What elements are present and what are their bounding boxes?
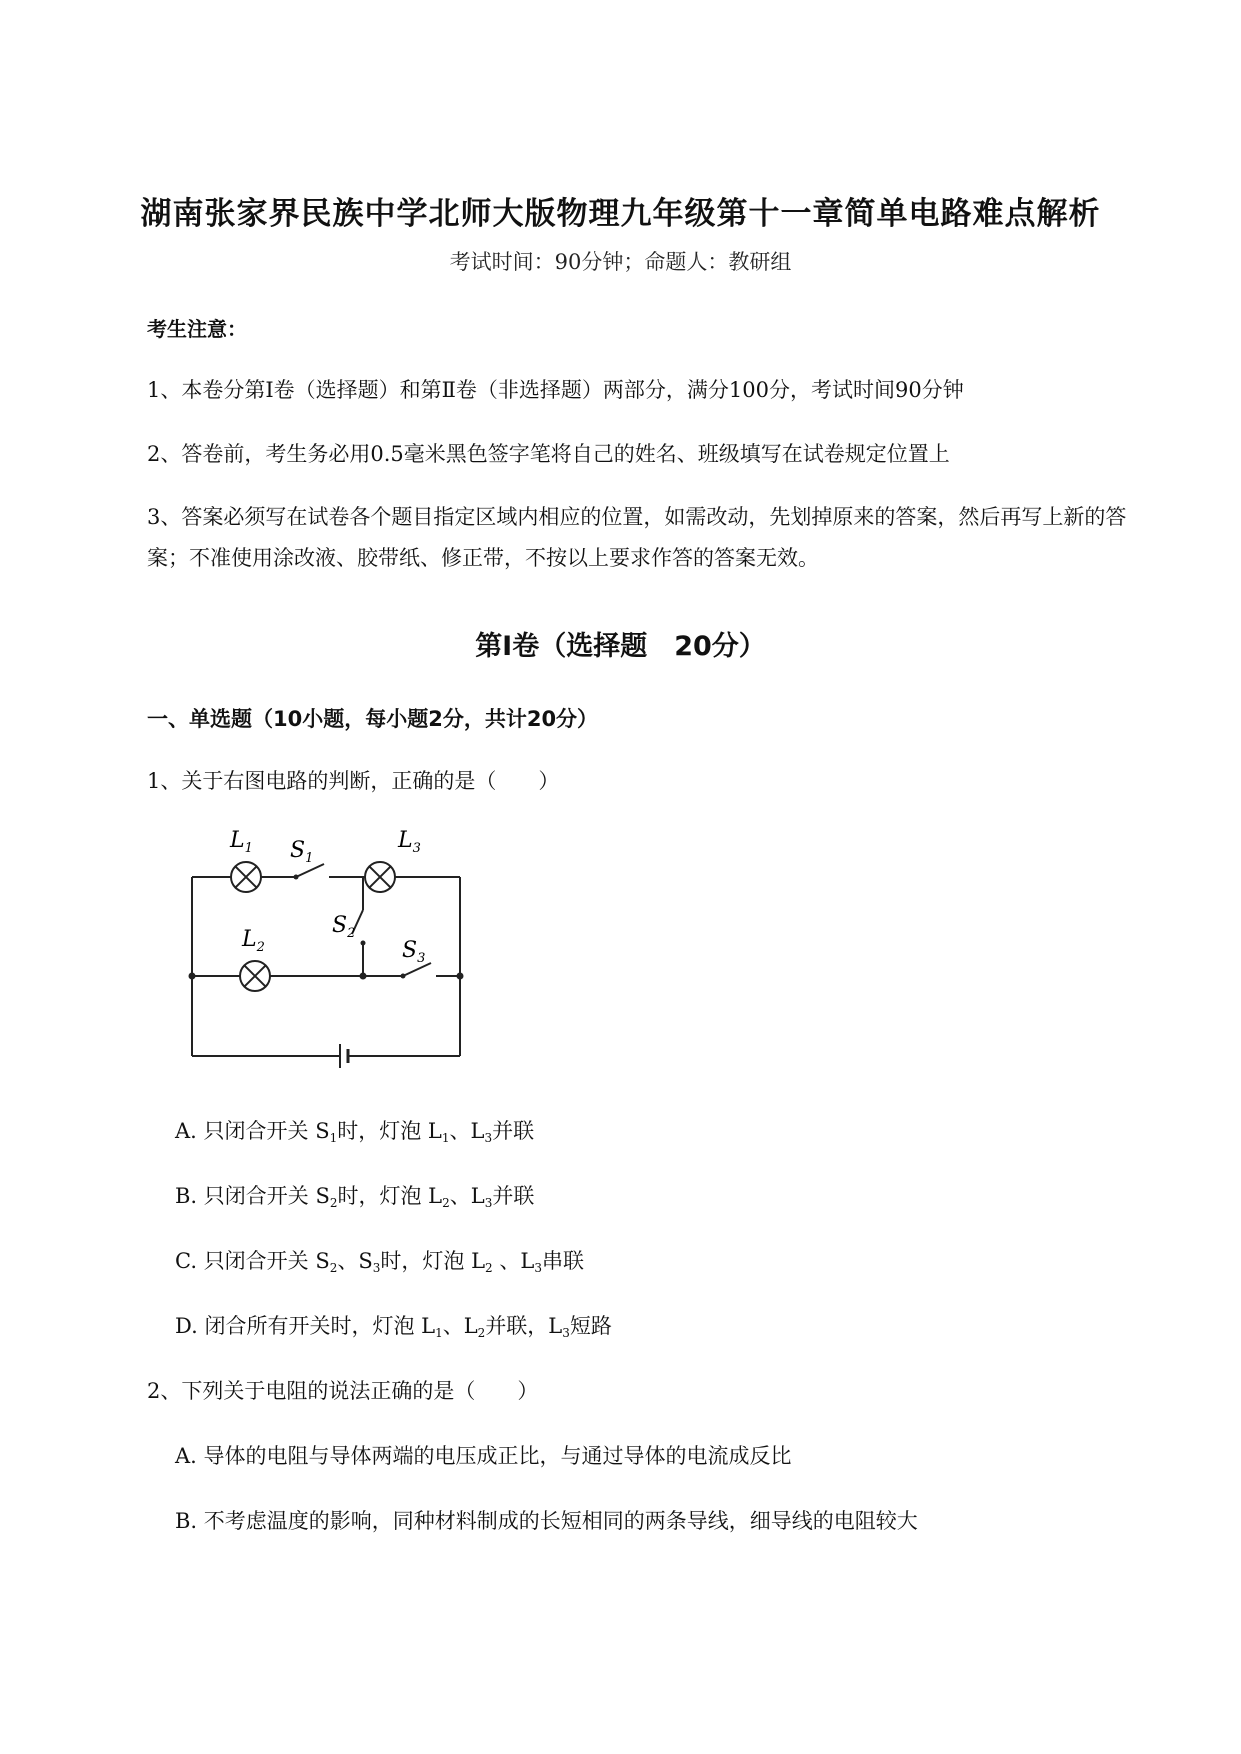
notice-item-1: 1、本卷分第I卷（选择题）和第Ⅱ卷（非选择题）两部分，满分100分，考试时间90分钟 [147, 378, 964, 402]
notice-item-2: 2、答卷前，考生务必用0.5毫米黑色签字笔将自己的姓名、班级填写在试卷规定位置上 [147, 442, 950, 466]
question-2-stem: 2、下列关于电阻的说法正确的是（ ） [147, 1379, 539, 1403]
option-text: 只闭合开关 S [203, 1249, 330, 1273]
section-heading: 第I卷（选择题 20分） [475, 631, 766, 662]
junction-left [189, 973, 196, 980]
subscript: 2 [477, 1326, 486, 1340]
option-text: 并联，L [485, 1314, 563, 1338]
question-1-option-c[interactable] [175, 1245, 584, 1275]
question-1-option-a[interactable] [175, 1115, 534, 1145]
subscript: 2 [329, 1261, 338, 1275]
subscript: 1 [329, 1131, 338, 1145]
subscript: 1 [435, 1326, 443, 1340]
option-text: 闭合所有开关时，灯泡 L [204, 1314, 436, 1338]
notice-item-3: 3、答案必须写在试卷各个题目指定区域内相应的位置，如需改动，先划掉原来的答案，然后再写上新的答案；不准使用涂改液、胶带纸、修正带，不按以上要求作答的答案无效。 [147, 505, 1127, 570]
subscript: 2 [485, 1261, 493, 1275]
option-text: 时，灯泡 L [337, 1184, 443, 1208]
question-1-stem: 1、关于右图电路的判断，正确的是（ ） [147, 769, 560, 793]
label-l3: $L_3$ [398, 828, 421, 856]
subscript: 3 [562, 1326, 570, 1340]
option-letter: B. [175, 1184, 198, 1208]
label-l1: $L_1$ [230, 828, 253, 856]
circuit-diagram [180, 820, 480, 1070]
option-text: 不考虑温度的影响，同种材料制成的长短相同的两条导线，细导线的电阻较大 [203, 1509, 918, 1533]
option-letter: A. [175, 1444, 197, 1468]
option-text: 只闭合开关 S [203, 1119, 330, 1143]
subscript: 1 [441, 1131, 450, 1145]
lamp-l1 [231, 862, 261, 892]
option-letter: C. [175, 1249, 197, 1273]
question-1-option-d[interactable] [175, 1310, 612, 1340]
notice-label: 考生注意： [147, 317, 247, 341]
option-text: 串联 [541, 1249, 584, 1273]
question-2-option-a[interactable] [175, 1440, 792, 1470]
option-letter: D. [175, 1314, 198, 1338]
option-text: 、L [442, 1314, 478, 1338]
switch-s3-contact [401, 974, 406, 979]
option-letter: A. [175, 1119, 197, 1143]
option-text: 短路 [569, 1314, 612, 1338]
subscript: 3 [484, 1196, 493, 1210]
junction-right [457, 973, 464, 980]
subscript: 2 [442, 1196, 450, 1210]
option-text: 、S [337, 1249, 373, 1273]
page-title: 湖南张家界民族中学北师大版物理九年级第十一章简单电路难点解析 [140, 196, 1101, 232]
option-text: 、L [449, 1119, 485, 1143]
question-2-option-b[interactable] [175, 1505, 918, 1535]
option-text: 时，灯泡 L [380, 1249, 486, 1273]
switch-s2-contact [361, 941, 366, 946]
option-text: 时，灯泡 L [337, 1119, 442, 1143]
junction-middle [360, 973, 367, 980]
switch-s1-contact [294, 875, 299, 880]
lamp-l2 [240, 961, 270, 991]
option-text: 只闭合开关 S [203, 1184, 330, 1208]
lamp-l3 [365, 862, 395, 892]
option-text: 导体的电阻与导体两端的电压成正比，与通过导体的电流成反比 [203, 1444, 792, 1468]
question-1-option-b[interactable] [175, 1180, 534, 1210]
exam-info: 考试时间：90分钟；命题人：教研组 [449, 250, 792, 274]
subscript: 3 [484, 1131, 493, 1145]
option-text: 并联 [492, 1184, 535, 1208]
option-letter: B. [175, 1509, 198, 1533]
label-s2: $S_2$ [332, 913, 356, 941]
part-heading: 一、单选题（10小题，每小题2分，共计20分） [147, 707, 599, 731]
label-l2: $L_2$ [242, 927, 265, 955]
label-s1: $S_1$ [290, 838, 314, 866]
option-text: 、L [492, 1249, 535, 1273]
label-s3: $S_3$ [402, 938, 426, 966]
subscript: 3 [372, 1261, 381, 1275]
option-text: 、L [449, 1184, 485, 1208]
option-text: 并联 [492, 1119, 535, 1143]
subscript: 2 [329, 1196, 338, 1210]
subscript: 3 [534, 1261, 542, 1275]
